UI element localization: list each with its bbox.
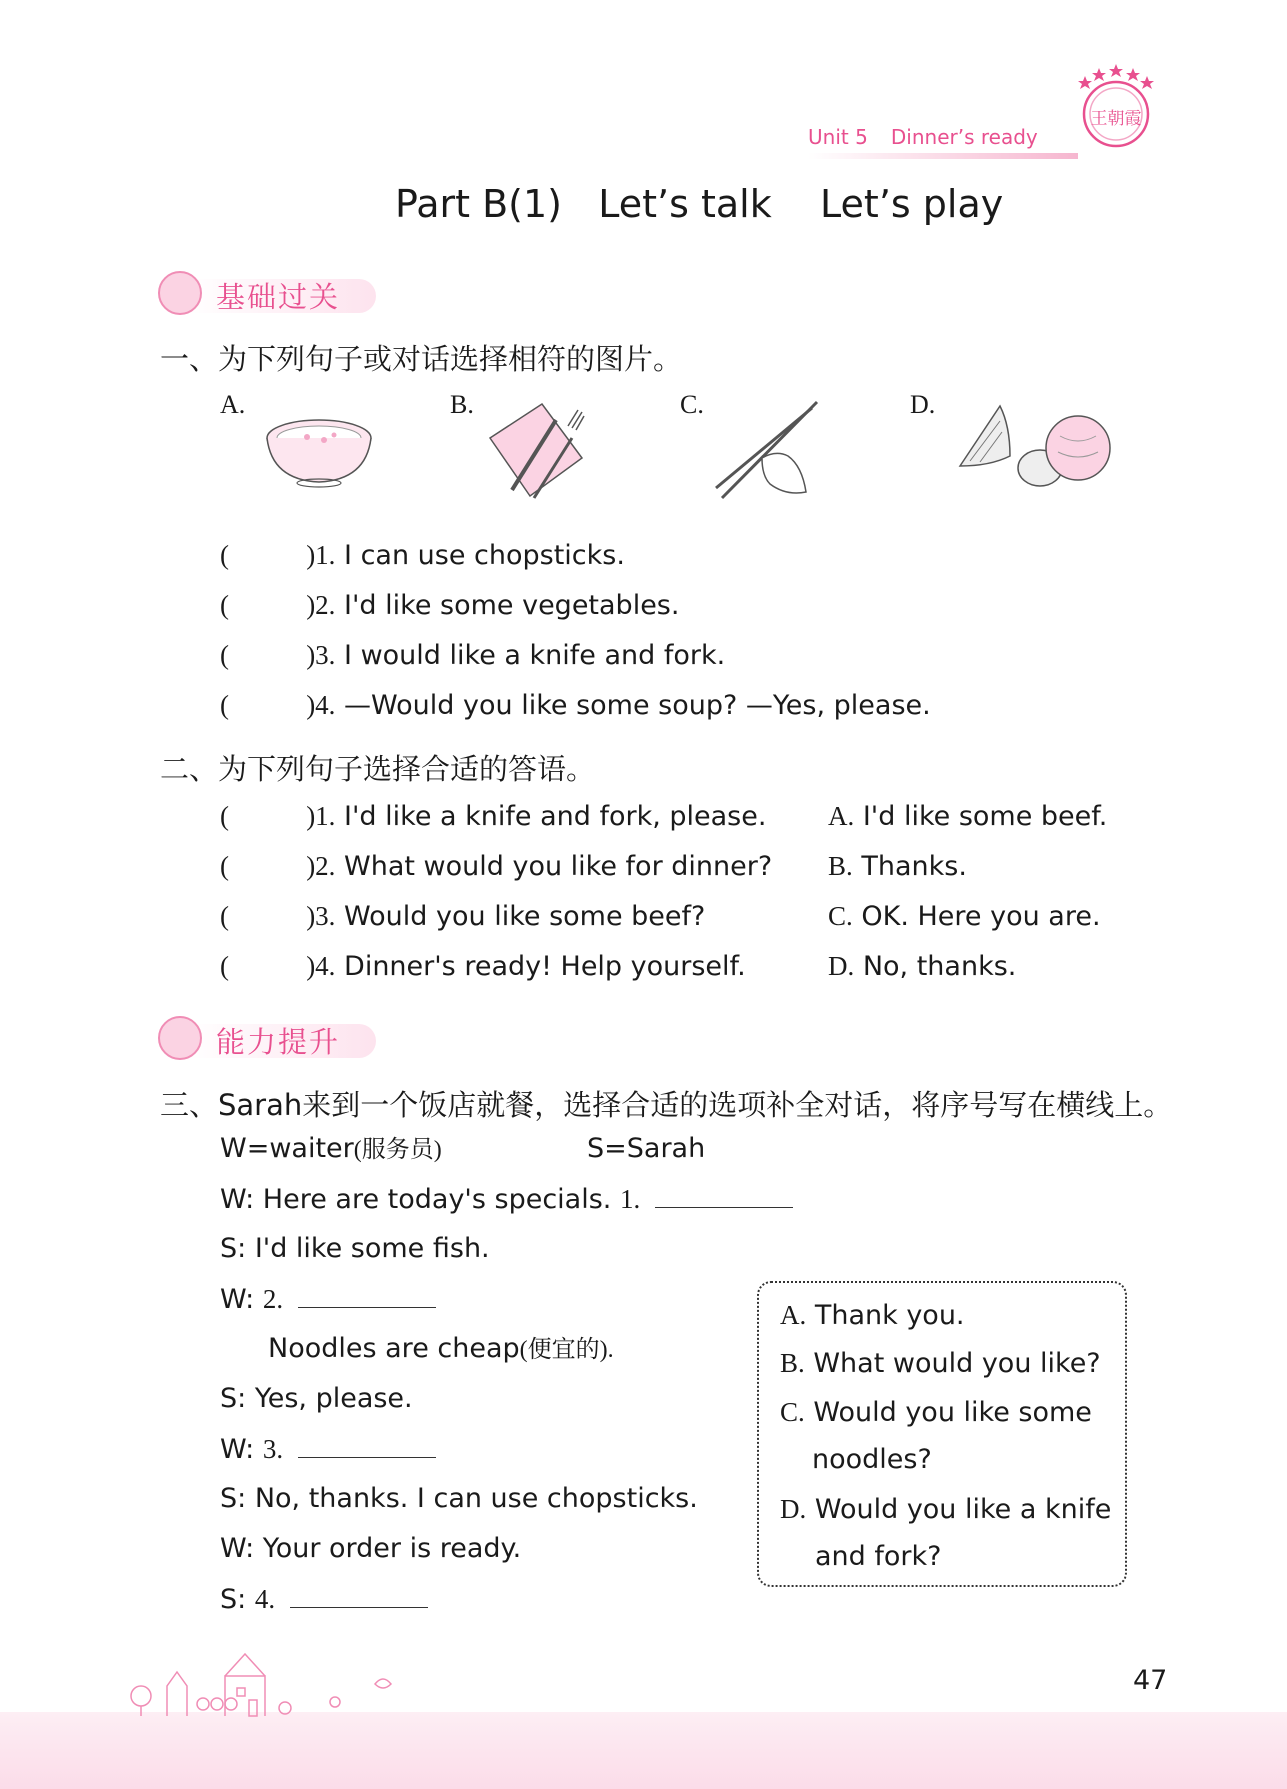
answer-blank-1[interactable] (655, 1181, 793, 1208)
q2-answer-c: C. OK. Here you are. (828, 901, 1101, 932)
q1-item-2: ( )2. I'd like some vegetables. (220, 590, 680, 621)
q2-heading: 二、为下列句子选择合适的答语。 (160, 752, 596, 786)
picture-letter-a: A. (220, 390, 246, 419)
page-number: 47 (1133, 1665, 1168, 1696)
q3-option-d: D. Would you like a knife (780, 1494, 1112, 1525)
q3-line-3: W: 2. (220, 1281, 436, 1318)
section-badge-label: 能力提升 (216, 1025, 341, 1059)
header-underline (808, 153, 1078, 159)
picture-letter-d: D. (910, 390, 936, 419)
answer-blank-4[interactable] (290, 1581, 428, 1608)
brand-logo (1075, 62, 1157, 152)
section-badge-advanced (158, 1016, 376, 1060)
q1-item-1: ( )1. I can use chopsticks. (220, 540, 625, 571)
q3-line-5: S: Yes, please. (220, 1383, 413, 1414)
running-header (808, 125, 1078, 155)
q1-item-3: ( )3. I would like a knife and fork. (220, 640, 726, 671)
q3-option-b: B. What would you like? (780, 1348, 1101, 1379)
girl-avatar-icon (158, 271, 202, 315)
q1-heading: 一、为下列句子或对话选择相符的图片。 (160, 342, 683, 376)
chopsticks-icon (712, 398, 827, 503)
soup-bowl-icon (262, 410, 377, 490)
q3-option-a: A. Thank you. (780, 1300, 965, 1331)
q3-option-d-cont: and fork? (815, 1541, 942, 1572)
q2-answer-a: A. I'd like some beef. (828, 801, 1108, 832)
section-badge-basic (158, 271, 376, 315)
q3-line-8: W: Your order is ready. (220, 1533, 522, 1564)
q3-line-6: W: 3. (220, 1431, 436, 1468)
q3-option-c-cont: noodles? (812, 1444, 932, 1475)
q3-legend: W=waiter(服务员) (220, 1133, 442, 1164)
q3-line-1: W: Here are today's specials. 1. (220, 1181, 793, 1218)
q3-legend-s: S=Sarah (587, 1133, 706, 1164)
q3-line-4: Noodles are cheap(便宜的). (268, 1333, 614, 1364)
girl-avatar-icon (158, 1016, 202, 1060)
section-badge-label: 基础过关 (216, 280, 341, 314)
q2-item-4: ( )4. Dinner's ready! Help yourself. (220, 951, 746, 982)
knife-fork-icon (482, 398, 588, 508)
q2-item-1: ( )1. I'd like a knife and fork, please. (220, 801, 767, 832)
footer-band (0, 1712, 1287, 1789)
unit-title: Dinner’s ready (890, 125, 1038, 149)
q2-answer-b: B. Thanks. (828, 851, 967, 882)
picture-letter-c: C. (680, 390, 704, 419)
q2-item-3: ( )3. Would you like some beef? (220, 901, 706, 932)
answer-blank-2[interactable] (298, 1281, 436, 1308)
castle-decoration-icon (125, 1648, 395, 1718)
unit-label: Unit 5 (808, 125, 868, 149)
answer-blank-3[interactable] (298, 1431, 436, 1458)
q3-option-c: C. Would you like some (780, 1397, 1092, 1428)
picture-letter-b: B. (450, 390, 474, 419)
page-title: Part B(1) Let’s talk Let’s play (395, 182, 1004, 226)
q3-line-7: S: No, thanks. I can use chopsticks. (220, 1483, 698, 1514)
logo-text: 王朝霞 (1090, 109, 1142, 129)
q2-answer-d: D. No, thanks. (828, 951, 1017, 982)
q3-heading: 三、Sarah来到一个饭店就餐，选择合适的选项补全对话，将序号写在横线上。 (160, 1088, 1173, 1122)
q3-line-9: S: 4. (220, 1581, 428, 1618)
q1-item-4: ( )4. —Would you like some soup? —Yes, please. (220, 690, 931, 721)
vegetables-icon (950, 396, 1115, 496)
q3-line-2: S: I'd like some fish. (220, 1233, 490, 1264)
q2-item-2: ( )2. What would you like for dinner? (220, 851, 773, 882)
